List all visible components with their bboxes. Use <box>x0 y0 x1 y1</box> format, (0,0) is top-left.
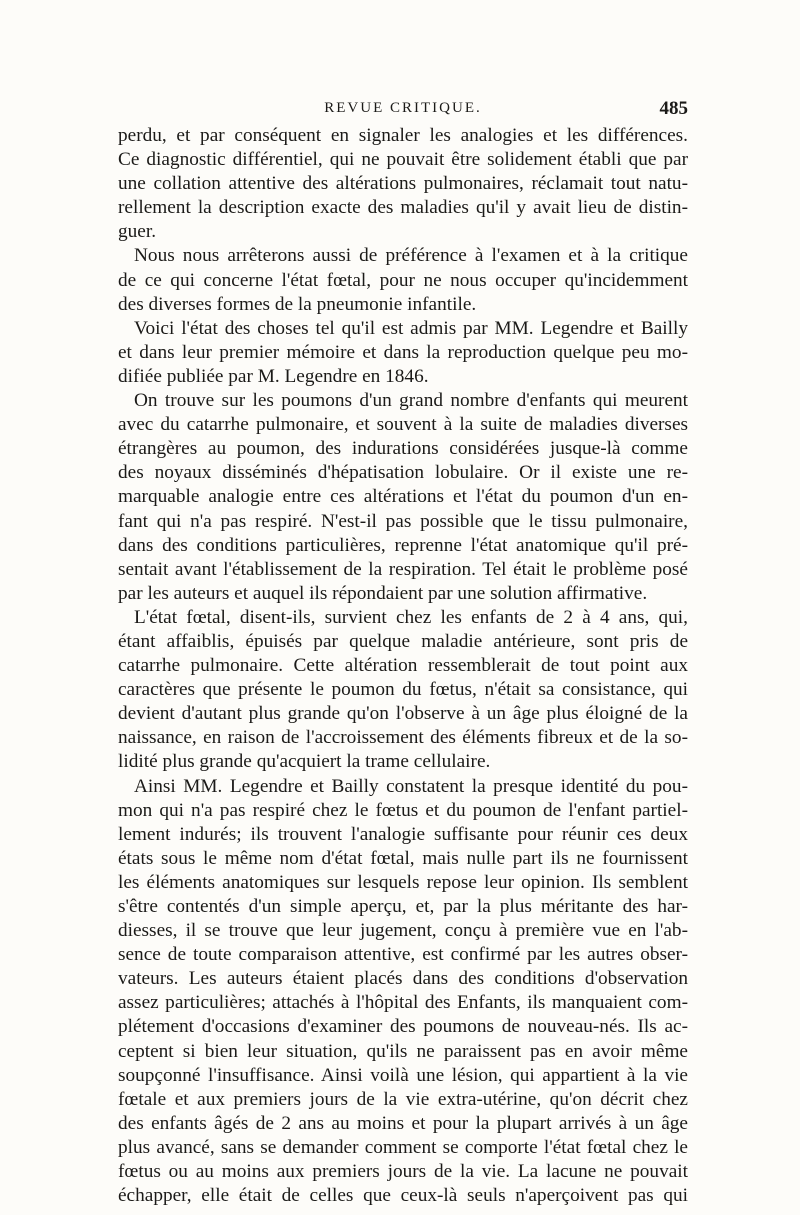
text-line: mon qui n'a pas respiré chez le fœtus et du poumon de l'enfant partiel- <box>118 799 688 821</box>
paragraph <box>118 317 688 389</box>
paragraph <box>118 775 688 1209</box>
text-line: ceptent si bien leur situation, qu'ils ne paraissent pas en avoir même <box>118 1040 688 1062</box>
text-line: lidité plus grande qu'acquiert la trame cellulaire. <box>118 751 491 773</box>
text-line: une collation attentive des altérations pulmonaires, réclamait tout natu- <box>118 173 688 195</box>
text-line: diesses, il se trouve que leur jugement, conçu à première vue en l'ab- <box>118 920 688 942</box>
text-line: avec du catarrhe pulmonaire, et souvent à la suite de maladies diverses <box>118 414 688 436</box>
text-line: rellement la description exacte des maladies qu'il y avait lieu de distin- <box>118 197 688 219</box>
body-text <box>118 124 688 1208</box>
paragraph <box>118 606 688 775</box>
text-line: fœtale et aux premiers jours de la vie extra-utérine, qu'on décrit chez <box>118 1088 688 1110</box>
paragraph <box>118 244 688 316</box>
paragraph <box>118 389 688 606</box>
text-line: par les auteurs et auquel ils répondaient par une solution affirmative. <box>118 582 648 604</box>
text-line: plétement d'occasions d'examiner des poumons de nouveau-nés. Ils ac- <box>118 1016 688 1038</box>
text-line: sentait avant l'établissement de la respiration. Tel était le problème posé <box>118 558 688 580</box>
text-line: marquable analogie entre ces altérations et l'état du poumon d'un en- <box>118 486 688 508</box>
text-line: états sous le même nom d'état fœtal, mais nulle part ils ne fournissent <box>118 847 688 869</box>
text-line: soupçonné l'insuffisance. Ainsi voilà une lésion, qui appartient à la vie <box>118 1064 688 1086</box>
text-line: assez particulières; attachés à l'hôpital des Enfants, ils manquaient com- <box>118 992 688 1014</box>
text-line: On trouve sur les poumons d'un grand nombre d'enfants qui meurent <box>134 390 688 412</box>
text-line: naissance, en raison de l'accroissement des éléments fibreux et de la so- <box>118 727 688 749</box>
text-line: s'être contentés d'un simple aperçu, et, par la plus méritante des har- <box>118 896 688 917</box>
text-line: perdu, et par conséquent en signaler les analogies et les différences. <box>118 125 688 146</box>
text-line: fœtus ou au moins aux premiers jours de la vie. La lacune ne pouvait <box>118 1161 688 1183</box>
text-line: étrangères au poumon, des indurations considérées jusque-là comme <box>118 438 688 460</box>
text-line: Nous nous arrêterons aussi de préférence à l'examen et à la critique <box>134 245 688 267</box>
text-line: fant qui n'a pas respiré. N'est-il pas possible que le tissu pulmonaire, <box>118 510 688 532</box>
text-line: étant affaiblis, épuisés par quelque maladie antérieure, sont pris de <box>118 630 688 652</box>
text-line: des diverses formes de la pneumonie infantile. <box>118 293 477 315</box>
text-line: dans des conditions particulières, reprenne l'état anatomique qu'il pré- <box>118 534 688 556</box>
page-number: 485 <box>659 98 688 119</box>
text-line: les éléments anatomiques sur lesquels repose leur opinion. Ils semblent <box>118 871 688 893</box>
text-line: caractères que présente le poumon du fœtus, n'était sa consistance, qui <box>118 679 688 701</box>
text-line: lement indurés; ils trouvent l'analogie suffisante pour réunir ces deux <box>118 823 688 845</box>
text-line: difiée publiée par M. Legendre en 1846. <box>118 365 429 387</box>
text-line: Ce diagnostic différentiel, qui ne pouvait être solidement établi que par <box>118 149 688 171</box>
text-line: de ce qui concerne l'état fœtal, pour ne nous occuper qu'incidemment <box>118 269 688 291</box>
text-line: Voici l'état des choses tel qu'il est admis par MM. Legendre et Bailly <box>134 317 688 339</box>
text-line: Ainsi MM. Legendre et Bailly constatent la presque identité du pou- <box>134 775 688 797</box>
text-line: des noyaux disséminés d'hépatisation lobulaire. Or il existe une re- <box>118 462 688 484</box>
text-line: guer. <box>118 221 157 243</box>
text-line: catarrhe pulmonaire. Cette altération ressemblerait de tout point aux <box>118 655 688 677</box>
page-header <box>118 98 688 120</box>
text-line: devient d'autant plus grande qu'on l'observe à un âge plus éloigné de la <box>118 703 688 725</box>
text-line: L'état fœtal, disent-ils, survient chez les enfants de 2 à 4 ans, qui, <box>134 606 688 628</box>
text-line: plus avancé, sans se demander comment se comporte l'état fœtal chez le <box>118 1136 688 1158</box>
text-line: échapper, elle était de celles que ceux-là seuls n'aperçoivent pas qui <box>118 1185 688 1207</box>
running-title: REVUE CRITIQUE. <box>324 100 482 116</box>
text-line: sence de toute comparaison attentive, est confirmé par les autres obser- <box>118 944 688 966</box>
text-line: et dans leur premier mémoire et dans la reproduction quelque peu mo- <box>118 341 688 363</box>
text-line: des enfants âgés de 2 ans au moins et pour la plupart arrivés à un âge <box>118 1112 688 1134</box>
text-line: vateurs. Les auteurs étaient placés dans des conditions d'observation <box>118 968 688 990</box>
paragraph <box>118 124 688 244</box>
